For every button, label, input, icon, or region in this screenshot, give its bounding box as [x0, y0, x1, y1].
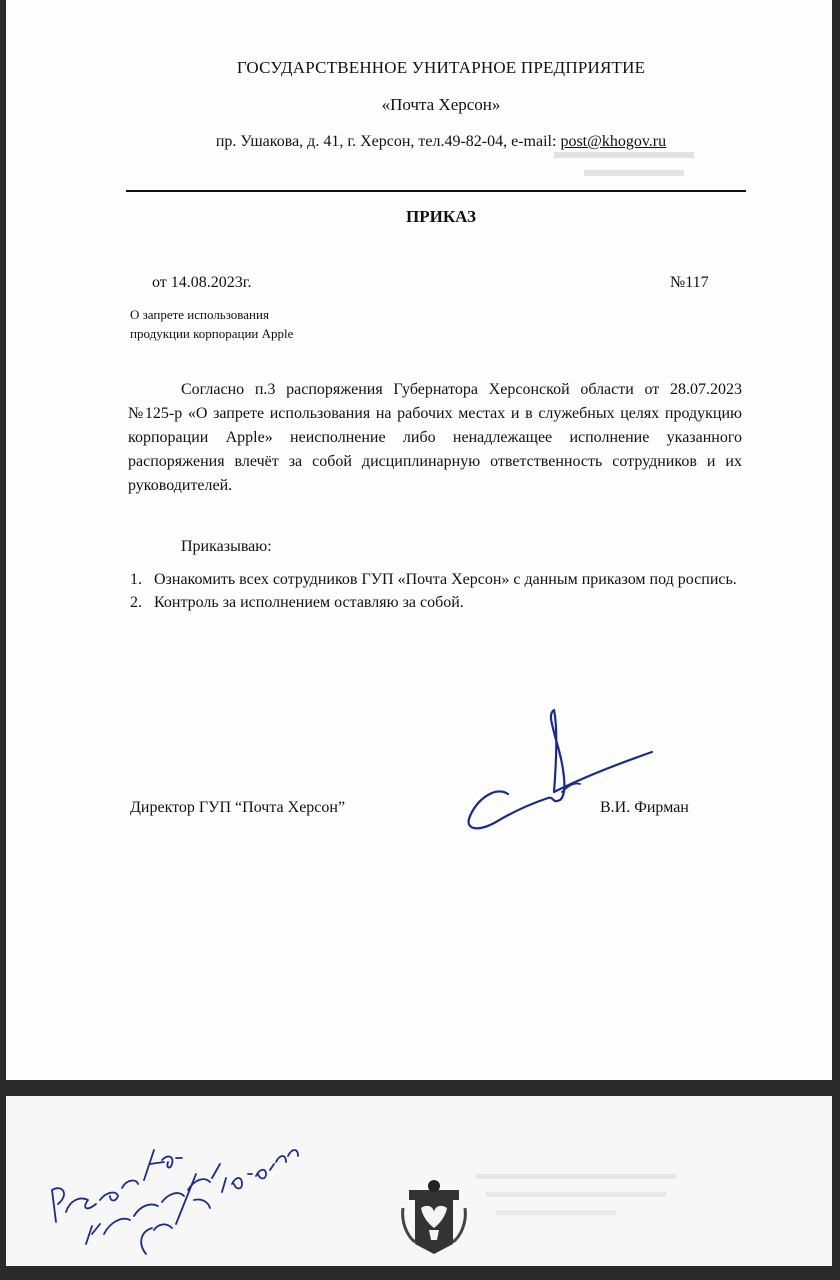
item-text: Ознакомить всех сотрудников ГУП «Почта Херсон» с данным приказом под роспись. — [154, 571, 737, 588]
signatory-name: В.И. Фирман — [600, 799, 689, 816]
document-subject — [130, 305, 293, 343]
item-number: 2. — [130, 594, 142, 611]
item-number: 1. — [130, 571, 142, 588]
handwritten-resolution — [26, 1104, 306, 1266]
item-text: Контроль за исполнением оставляю за собой. — [154, 594, 464, 611]
order-heading: Приказываю: — [181, 538, 272, 555]
coat-of-arms-emblem — [399, 1178, 469, 1258]
bleed-through-marks — [476, 1166, 696, 1226]
document-number: №117 — [670, 274, 709, 291]
document-title: ПРИКАЗ — [406, 207, 476, 226]
address-text: пр. Ушакова, д. 41, г. Херсон, тел.49-82-04, e-mail: — [215, 133, 561, 150]
bleed-through-text — [554, 146, 704, 187]
organization-address — [6, 133, 840, 151]
organization-name: ГОСУДАРСТВЕННОЕ УНИТАРНОЕ ПРЕДПРИЯТИЕ — [236, 58, 646, 77]
header-divider — [126, 190, 746, 192]
organization-short-name: «Почта Херсон» — [381, 95, 501, 114]
resolution-page — [6, 1096, 832, 1266]
list-item — [130, 568, 746, 591]
subject-line-1: О запрете использования — [130, 307, 269, 322]
document-page — [6, 0, 832, 1080]
subject-line-2: продукции корпорации Apple — [130, 326, 294, 341]
signatory-position: Директор ГУП “Почта Херсон” — [130, 799, 346, 816]
document-date: от 14.08.2023г. — [152, 274, 252, 291]
order-items — [130, 568, 746, 614]
bleed-through-marks — [554, 146, 704, 182]
email-link[interactable]: post@khogov.ru — [560, 133, 667, 150]
director-signature — [456, 706, 666, 836]
list-item — [130, 591, 746, 614]
document-body: Согласно п.3 распоряжения Губернатора Херсонской области от 28.07.2023 №125-р «О запрете использования на рабочих местах и в служебных целях продукцию корпорации Apple» неисполнение либо ненадлежащее исполнение указанного распоряжения влечёт за собой дисциплинарную ответственность сотрудников и их руководителей. — [128, 381, 742, 494]
